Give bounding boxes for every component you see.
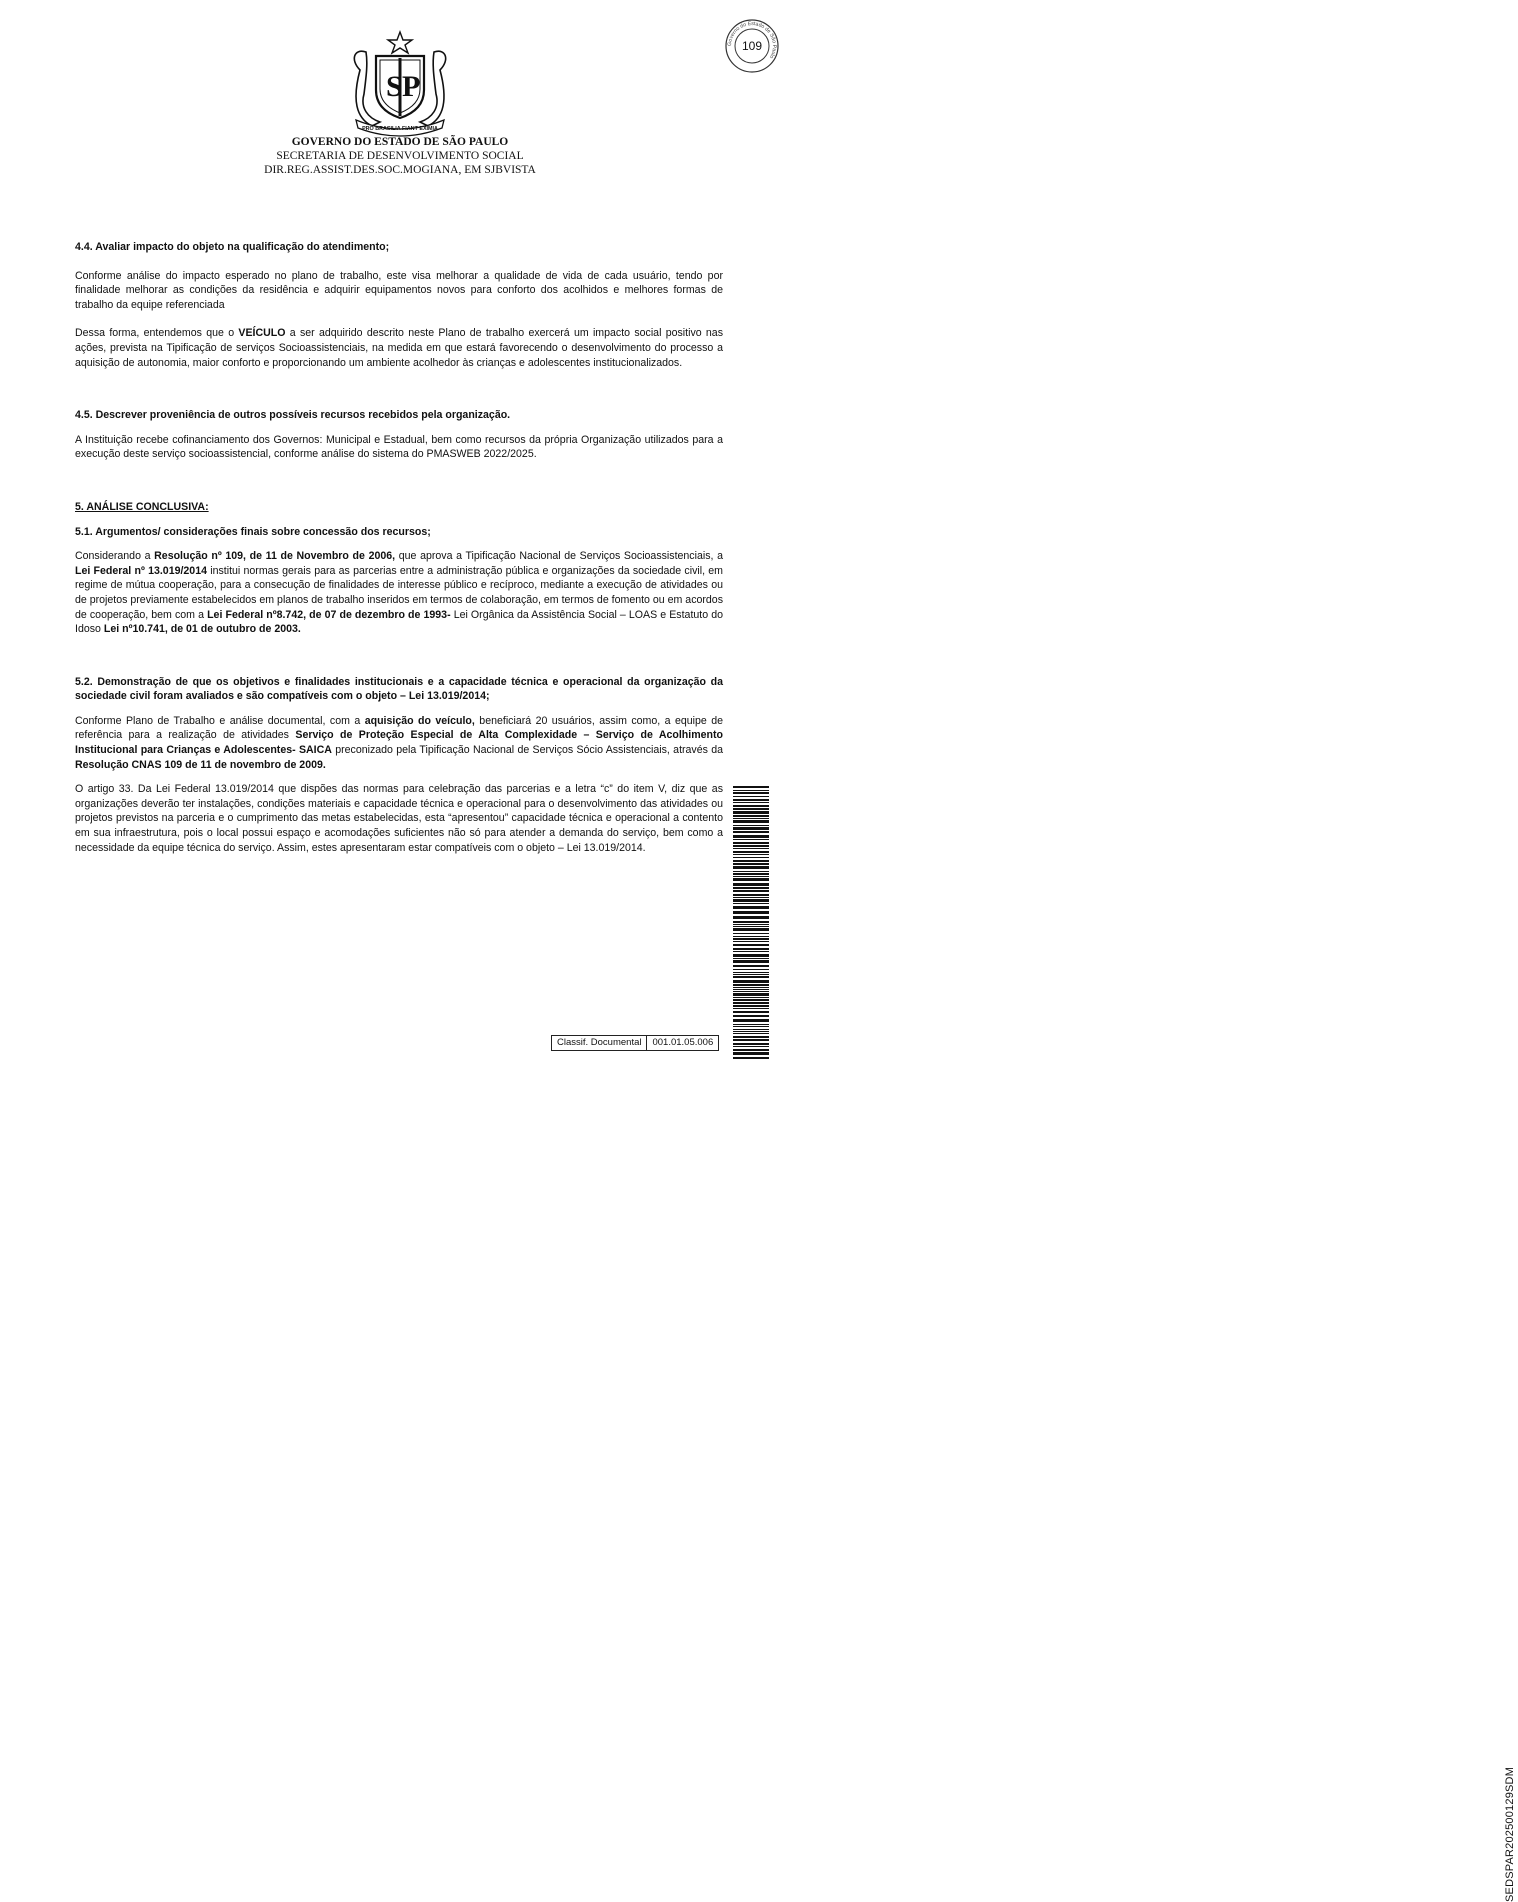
section-4-4-paragraph-1: Conforme análise do impacto esperado no plano de trabalho, este visa melhorar a qualidade de vida de cada usuário, tendo por finalidade melhorar as condições da residência e adquirir equipamentos novos para conforto dos acolhidos e melhores formas de trabalho da equipe referenciada	[75, 269, 723, 311]
section-4-4-heading: 4.4. Avaliar impacto do objeto na qualificação do atendimento;	[75, 241, 390, 253]
svg-text:S: S	[386, 70, 403, 103]
section-5-heading: 5. ANÁLISE CONCLUSIVA:	[75, 500, 209, 513]
classification-label: Classif. Documental	[552, 1036, 647, 1050]
section-5-2-paragraph: Conforme Plano de Trabalho e análise documental, com a aquisição do veículo, beneficiará 20 usuários, assim como, a equipe de referência para a realização de atividades Serviço de Proteção Especial de Alta Complexidade – Serviço de Acolhimento Institucional para Crianças e Adolescentes- SAICA preconizado pela Tipificação Nacional de Serviços Sócio Assistenciais, através da Resolução CNAS 109 de 11 de novembro de 2009.	[75, 714, 724, 771]
header-government: GOVERNO DO ESTADO DE SÃO PAULO	[291, 136, 509, 148]
barcode-text: SEDSPAR202500129SDM	[1504, 1766, 1516, 1902]
header-directorate: DIR.REG.ASSIST.DES.SOC.MOGIANA, EM SJBVISTA	[264, 164, 536, 176]
svg-text:109: 109	[741, 39, 763, 53]
section-5-2-heading: 5.2. Demonstração de que os objetivos e finalidades institucionais e a capacidade técnica e operacional da organização da sociedade civil foram avaliados e são compatíveis com o objeto – Lei 13.019/2014;	[75, 675, 723, 703]
barcode	[733, 786, 769, 1058]
sao-paulo-coat-of-arms	[346, 30, 454, 134]
classification-value: 001.01.05.006	[652, 1037, 714, 1048]
section-4-4-paragraph-2: Dessa forma, entendemos que o VEÍCULO a ser adquirido descrito neste Plano de trabalho exercerá um impacto social positivo nas ações, prevista na Tipificação de serviços Socioassistenciais, na medida em que estará favorecendo o desenvolvimento do processo a aquisição de autonomia, maior conforto e proporcionando um ambiente acolhedor às crianças e adolescentes institucionalizados.	[75, 327, 723, 369]
document-body	[75, 240, 723, 855]
section-5-2-paragraph-2: O artigo 33. Da Lei Federal 13.019/2014 que dispões das normas para celebração das parcerias e a letra “c” do item V, diz que as organizações deverão ter instalações, condições materiais e capacidade técnica e operacional para o desenvolvimento das atividades ou projetos previstos na parceria e o cumprimento das metas estabelecidas, esta “apresentou” capacidade técnica e operacional a contento em sua infraestrutura, pois o local possui espaço e acomodações suficientes não só para atender a demanda do serviço, bem como a necessidade da equipe técnica do serviço. Assim, estes apresentaram estar compatíveis com o objeto – Lei 13.019/2014.	[75, 783, 723, 854]
page-number-stamp	[724, 18, 780, 74]
svg-text:P: P	[402, 70, 421, 103]
section-4-5-heading: 4.5. Descrever proveniência de outros possíveis recursos recebidos pela organização.	[75, 409, 511, 422]
section-5-1-paragraph: Considerando a Resolução nº 109, de 11 de Novembro de 2006, que aprova a Tipificação Nacional de Serviços Socioassistenciais, a Lei Federal nº 13.019/2014 institui normas gerais para as parcerias entre a administração pública e organizações da sociedade civil, em regime de mútua cooperação, para a consecução de finalidades de interesse público e recíproco, mediante a execução de atividades ou de projetos previamente estabelecidos em planos de trabalho inseridos em termos de colaboração, em termos de fomento ou em acordos de cooperação, bem com a Lei Federal nº8.742, de 07 de dezembro de 1993- Lei Orgânica da Assistência Social – LOAS e Estatuto do Idoso Lei nº10.741, de 01 de outubro de 2003.	[75, 550, 723, 636]
header-secretariat: SECRETARIA DE DESENVOLVIMENTO SOCIAL	[276, 150, 524, 162]
classification-box	[551, 1035, 719, 1051]
svg-text:PRO BRASILIA FIANT EXIMIA: PRO BRASILIA FIANT EXIMIA	[362, 126, 438, 132]
svg-text:Governo do Estado de São Paulo: Governo do Estado de São Paulo	[726, 20, 778, 60]
section-4-5-paragraph: A Instituição recebe cofinanciamento dos Governos: Municipal e Estadual, bem como recursos da própria Organização utilizados para a execução deste serviço socioassistencial, conforme análise do sistema do PMASWEB 2022/2025.	[75, 433, 723, 461]
section-5-1-heading: 5.1. Argumentos/ considerações finais sobre concessão dos recursos;	[75, 525, 431, 538]
